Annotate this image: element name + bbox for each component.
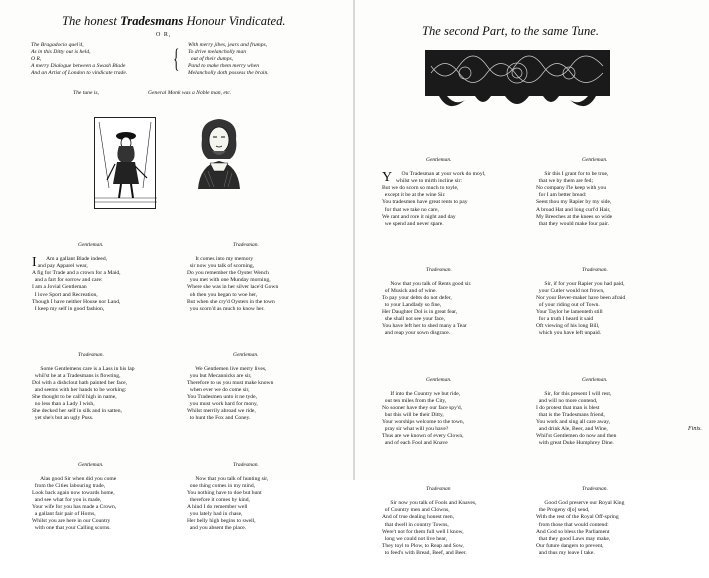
speaker-label: Gentleman. <box>426 376 452 383</box>
intro-left: The Bragadocio quel'd, As in this Ditty out is held, O R, A merry Dialogue between a Swash Blade And an Artist of London to vindicate trade. <box>31 42 128 77</box>
stanza-text: Now that you talk of hunting sir, one thing comes in my mind, You nothing have to doe but hunt therefore it comes by kind, A hind I do remember well you lately had in chase, Her belly high begins to swell, and you absent the place. <box>187 475 269 532</box>
speaker-label: Gentleman. <box>233 351 259 358</box>
stanza <box>536 472 696 564</box>
drop-cap: Y <box>382 170 393 186</box>
drop-cap: I <box>32 255 37 271</box>
stanza <box>382 363 532 455</box>
stanza <box>382 143 532 235</box>
stanza-text: Sir, for this present I will rest, and will no more contend, I do protest that man is blest that is the Tradesmans friend, You work and sing all care away, and drink Ale, Beer, and Wine, Whil'st Gentlemen do now and then with great Duke Humphrey Dine. <box>536 390 617 447</box>
right-column-2 <box>536 129 696 578</box>
stanza-text: Ou Tradesman at your work do moyl, whilst we to mirth incline sir: But we do scorn so much to toyle, except it be at the wine Sir. You tradesmen have great rents to pay for that we take no care, We rant and rore it night and day we spend and never spare. <box>382 171 486 227</box>
gentleman-figure-icon <box>95 118 157 210</box>
speaker-label: Gentleman. <box>582 157 608 164</box>
tune-name: General Monk was a Noble man, etc. <box>148 90 232 96</box>
finis-label: Finis. <box>688 426 702 432</box>
stanza <box>187 338 347 430</box>
stanza <box>536 143 696 235</box>
left-column-1 <box>32 214 180 553</box>
speaker-label: Tradesman. <box>233 242 259 249</box>
stanza <box>32 338 180 430</box>
stanza-text: We Gentlemen live merry lives, you but Mecannicks are sir, Therefore to us you must make known when ever we do come sir, You Tradesmen unto it ne tyde, you must work hard for mony, Whilst merrily abroad we ride, to hunt the Fox and Coney. <box>187 365 274 422</box>
stanza <box>187 448 347 540</box>
speaker-label: Tradesman <box>426 486 451 493</box>
speaker-label: Gentleman. <box>78 461 104 468</box>
left-column-2 <box>187 214 347 553</box>
right-page <box>355 0 709 556</box>
gentleman-woodcut <box>94 117 156 209</box>
speaker-label: Tradesman. <box>582 486 608 493</box>
speaker-label: Tradesman. <box>426 266 452 273</box>
broadside-title <box>62 14 286 29</box>
stanza-text: If into the Country we but ride, out ten miles from the City, No sooner have they our face spy'd, but this will be their Ditty, Your worships welcome to the town, pray sir what will you have? Thus are we known of every Clown, and of each Fool and Knave <box>382 390 465 447</box>
tradesman-portrait-icon <box>194 113 244 189</box>
stanza <box>32 448 180 540</box>
speaker-label: Gentleman. <box>426 157 452 164</box>
stanza-text: Sir this I grant for to be true, that we by them are fed; No company I'le keep with you for I am better bread: Seest thou my Rapier by my side, A broad Hat and long curl'd Hair, My Breeches at the knees so wide that they would make four pair. <box>536 171 613 227</box>
stanza <box>536 253 696 345</box>
speaker-label: Tradesman. <box>78 351 104 358</box>
speaker-label: Tradesman. <box>582 266 608 273</box>
title-or: O R, <box>156 32 172 38</box>
stanza-text: Sir, if for your Rapier you had paid, your Cutler would not frown, Nor your Bever-maker have been afraid of your riding out of Town. Your Taylor he lamenteth still for a truth I heard it said Oft viewing of his long Bill, which you have left unpaid. <box>536 280 626 337</box>
title-prefix: The honest <box>62 14 121 28</box>
stanza <box>382 472 532 564</box>
stanza-text: It comes into my memory sir now you talk of scorning, Do you remember the Oyster Wench you met with one Munday morning, Where she was in her silver lace'd Gown oh then you began to woe her, But when she cry'd Oysters in the town you scorn'd as much to know her. <box>187 256 279 312</box>
stanza-text: Sir now you talk of Fools and Knaves, of Country men and Clowns, And of true dealing honest men, that dwell in country Towns, Were't not for them full well I know, long we could not live hear, They toyl to Plow, to Reap and Sow, to feed's with Bread, Beef, and Beer. <box>382 500 477 556</box>
left-page <box>0 0 354 532</box>
title-bold-word: Tradesmans <box>120 14 184 28</box>
stanza-text: Some Gentlemens care is a Lass in his lap whil'st he at a Tradesmans is flowting, Dol with a dishclout hath painted her face, and seems with her hands to be working: She thought to be call'd high in name, no less than a Lady I wish, She decked her self in silk and in satten, yet she's but an ugly Puss. <box>32 365 135 422</box>
speaker-label: Gentleman. <box>582 376 608 383</box>
stanza <box>32 228 180 320</box>
ornament-woodcut-icon <box>425 46 610 114</box>
stanza <box>187 228 347 320</box>
stanza-text: Alas good Sir when did you come from the Cities labouring trade, Look back again now towards home, and see what for you is made, Your wife for you has made a Crown, a gallant fair pair of Horns, Whilst you are here in our Country with one that your Calling scorns. <box>32 475 117 532</box>
stanza-text: Am a gallant Blade indeed, and pay Apparel wear, A fig for Trade and a crown for a Maid, and a fart for sorrow and care: I am a Jovial Gentleman I love Sport and Recreation, Though I have neither House nor Land, I keep my self in good fashion, <box>32 256 121 312</box>
stanza <box>382 253 532 345</box>
right-column-1 <box>382 129 532 578</box>
title-suffix: Honour Vindicated. <box>183 14 286 28</box>
left-brace: { <box>173 44 180 73</box>
stanza <box>536 363 696 455</box>
intro-right: With merry jibes, jears and frumps, To drive melancholly man out of their dumps, Pand to make them merry when Melancholly doth possess the brain. <box>188 42 269 77</box>
speaker-label: Gentleman. <box>78 242 104 249</box>
tradesman-woodcut <box>194 113 244 189</box>
tune-label: The tune is, <box>73 90 99 96</box>
stanza-text: Good God preserve our Royal King the Progeny d[o] send, With the rest of the Royal Off-spring from those that would contend: And God so bless the Parliament that they good Laws may make, Our future dangers to prevent, and thus my leave I take. <box>536 500 625 556</box>
speaker-label: Tradesman. <box>233 461 259 468</box>
second-part-title: The second Part, to the same Tune. <box>422 24 599 38</box>
stanza-text: Now that you talk of Rents good sir. of Musick and of wine. To pay your debts do not defer, to your Landlady so fine, Her Daughter Dol is in great fear, she shall not see your face, You have left her to shed many a Tear and reap your sown disgrace. <box>382 280 472 337</box>
